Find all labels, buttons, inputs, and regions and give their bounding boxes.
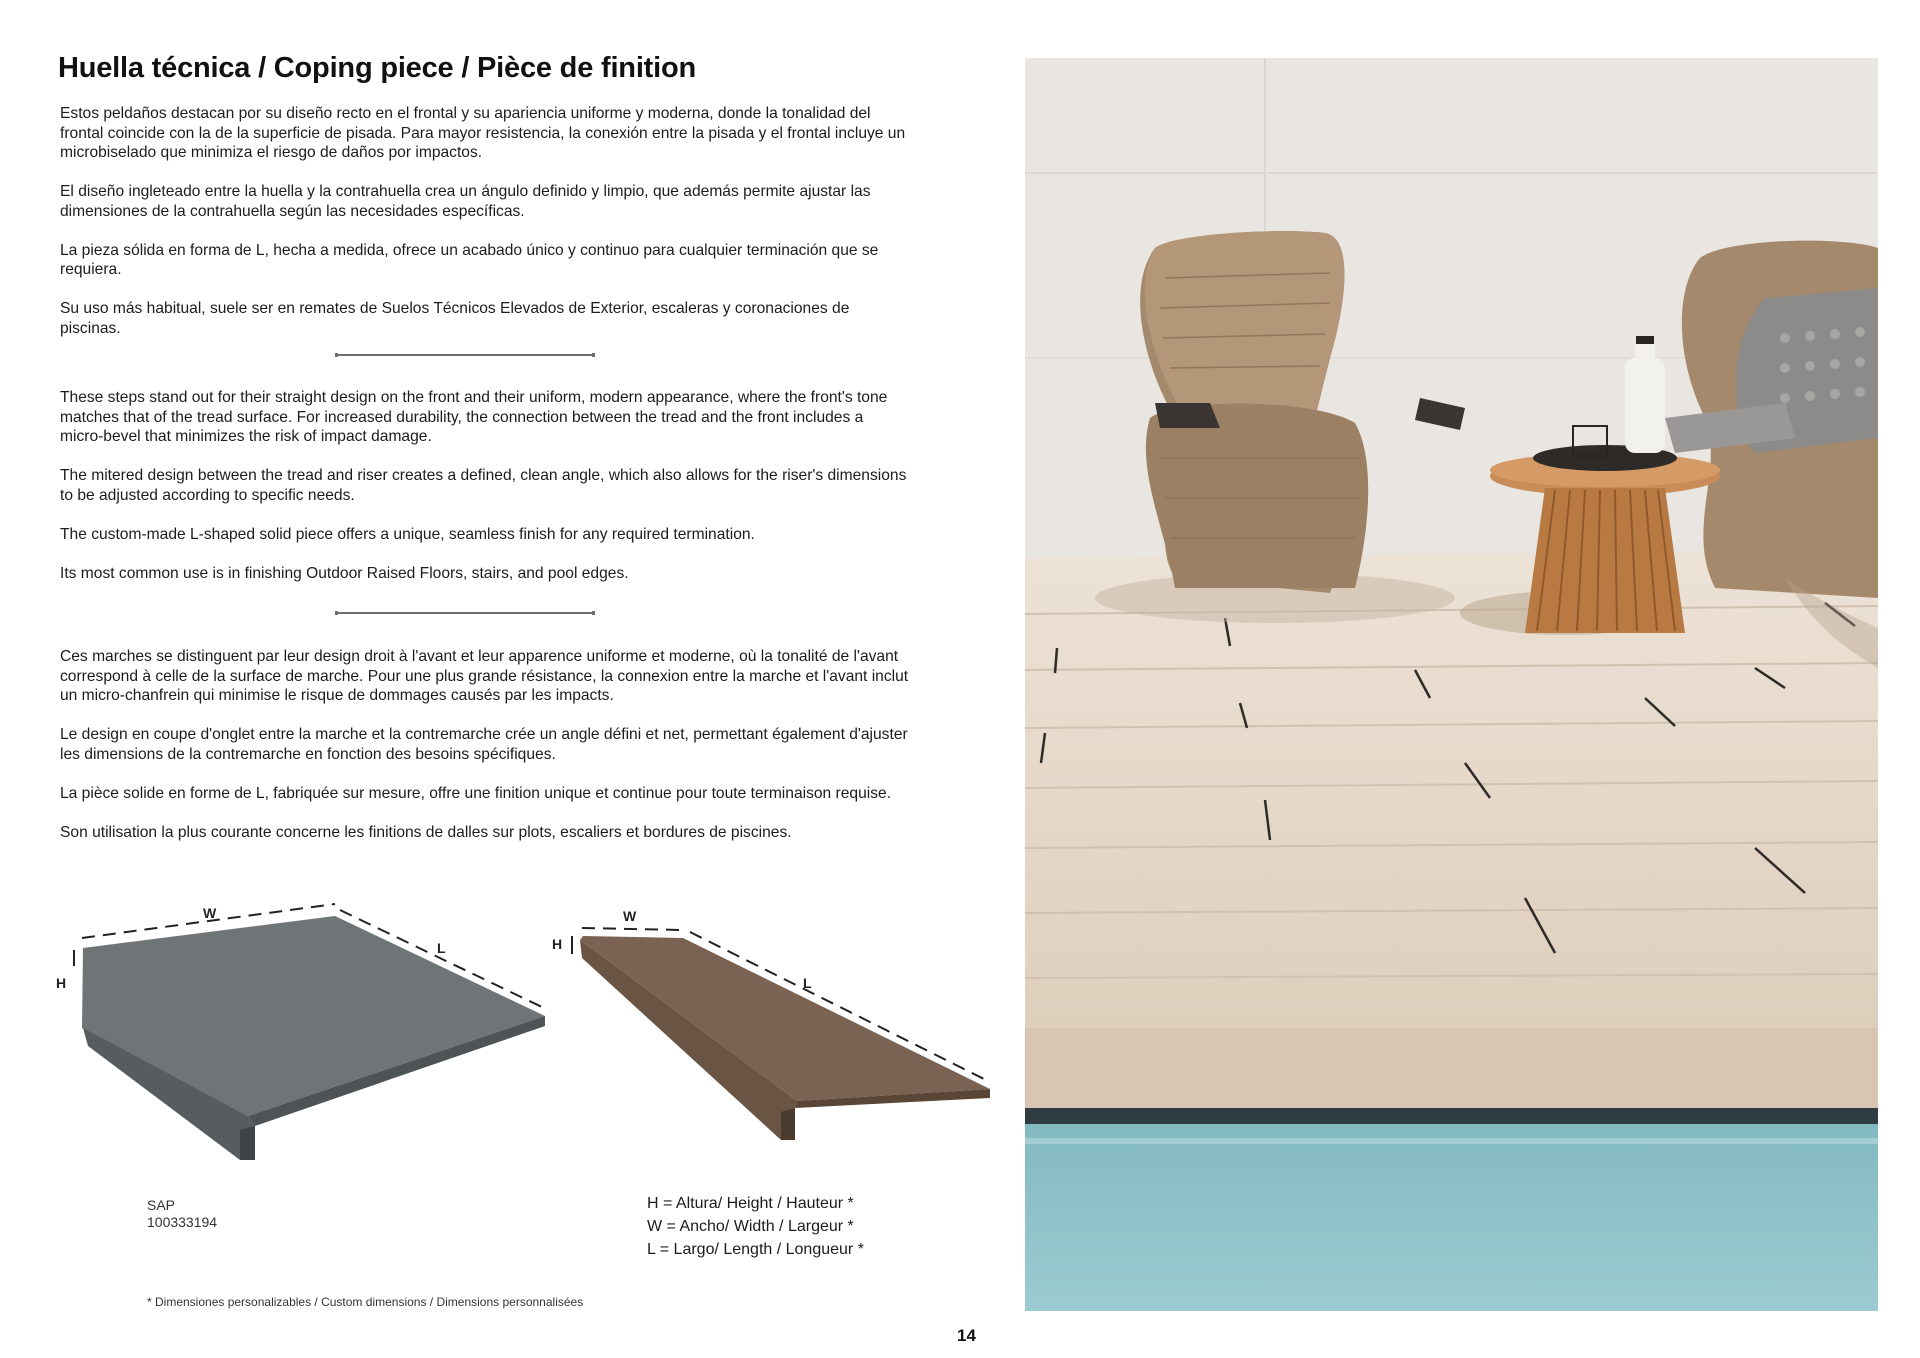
page-number: 14: [957, 1326, 976, 1345]
height-label: H: [552, 936, 563, 952]
fr-paragraph: Ces marches se distinguent par leur design droit à l'avant et leur apparence uniforme et moderne, où la tonalité de l'avant correspond à celle de la surface de marche. Pour une plus grande résistance, la connexion entre la marche et l'avant inclut un micro-chanfrein qui minimise le risque de dommages causés par les impacts.: [60, 648, 909, 704]
es-paragraph: Su uso más habitual, suele ser en remates de Suelos Técnicos Elevados de Exterior, escaleras y coronaciones de piscinas.: [60, 300, 850, 337]
deck: [1025, 550, 1878, 1108]
sap-label: SAP: [147, 1197, 176, 1213]
legend-item: H = Altura/ Height / Hauteur *: [647, 1195, 854, 1212]
fr-paragraph: Le design en coupe d'onglet entre la marche et la contremarche crée un angle défini et net, permettant également d'ajuster les dimensions de la contremarche en fonction des besoins spécifiques.: [60, 726, 908, 763]
french-section: [60, 647, 910, 842]
page-title: Huella técnica / Coping piece / Pièce de finition: [58, 52, 697, 84]
coping-piece-wood-diagram: [550, 900, 1000, 1145]
dimension-legend: [647, 1192, 864, 1261]
terrace-illustration: [1025, 58, 1878, 1311]
section-divider: [335, 354, 595, 356]
width-label: W: [623, 908, 637, 924]
terrace-photo: [1025, 58, 1878, 1311]
bottle: [1625, 358, 1665, 453]
spanish-section: [60, 104, 910, 338]
pool: [1025, 1124, 1878, 1311]
es-paragraph: El diseño ingleteado entre la huella y la contrahuella crea un ángulo definido y limpio, que además permite ajustar las dimensiones de la contrahuella según las necesidades específicas.: [60, 183, 871, 220]
length-label: L: [803, 975, 812, 991]
sap-reference: [147, 1197, 217, 1231]
legend-item: W = Ancho/ Width / Largeur *: [647, 1218, 854, 1235]
width-label: W: [203, 905, 217, 921]
es-paragraph: La pieza sólida en forma de L, hecha a medida, ofrece un acabado único y continuo para cualquier terminación que se requiera.: [60, 241, 879, 278]
sap-code: 100333194: [147, 1214, 218, 1230]
en-paragraph: Its most common use is in finishing Outdoor Raised Floors, stairs, and pool edges.: [60, 564, 629, 582]
length-label: L: [437, 940, 446, 956]
height-label: H: [56, 975, 67, 991]
section-divider: [335, 612, 595, 614]
coping-edge: [1025, 1028, 1878, 1108]
es-paragraph: Estos peldaños destacan por su diseño recto en el frontal y su apariencia uniforme y moderna, donde la tonalidad del frontal coincide con la de la superficie de pisada. Para mayor resistencia, la conexión entre la pisada y el frontal incluye un microbiselado que minimiza el riesgo de daños por impactos.: [60, 105, 906, 161]
coping-piece-stone-diagram: [50, 898, 563, 1173]
footnote: * Dimensiones personalizables / Custom dimensions / Dimensions personnalisées: [147, 1295, 584, 1309]
fr-paragraph: La pièce solide en forme de L, fabriquée sur mesure, offre une finition unique et continue pour toute terminaison requise.: [60, 784, 892, 802]
wood-tread-top: [580, 936, 990, 1101]
en-paragraph: These steps stand out for their straight design on the front and their uniform, modern appearance, where the front's tone matches that of the tread surface. For increased durability, the connection between the tread and the front includes a micro-bevel that minimizes the risk of impact damage.: [60, 389, 888, 445]
english-section: [60, 388, 910, 583]
en-paragraph: The custom-made L-shaped solid piece offers a unique, seamless finish for any required termination.: [60, 525, 755, 543]
en-paragraph: The mitered design between the tread and riser creates a defined, clean angle, which also allows for the riser's dimensions to be adjusted according to specific needs.: [60, 467, 907, 504]
legend-item: L = Largo/ Length / Longueur *: [647, 1241, 864, 1258]
fr-paragraph: Son utilisation la plus courante concerne les finitions de dalles sur plots, escaliers et bordures de piscines.: [60, 823, 792, 841]
